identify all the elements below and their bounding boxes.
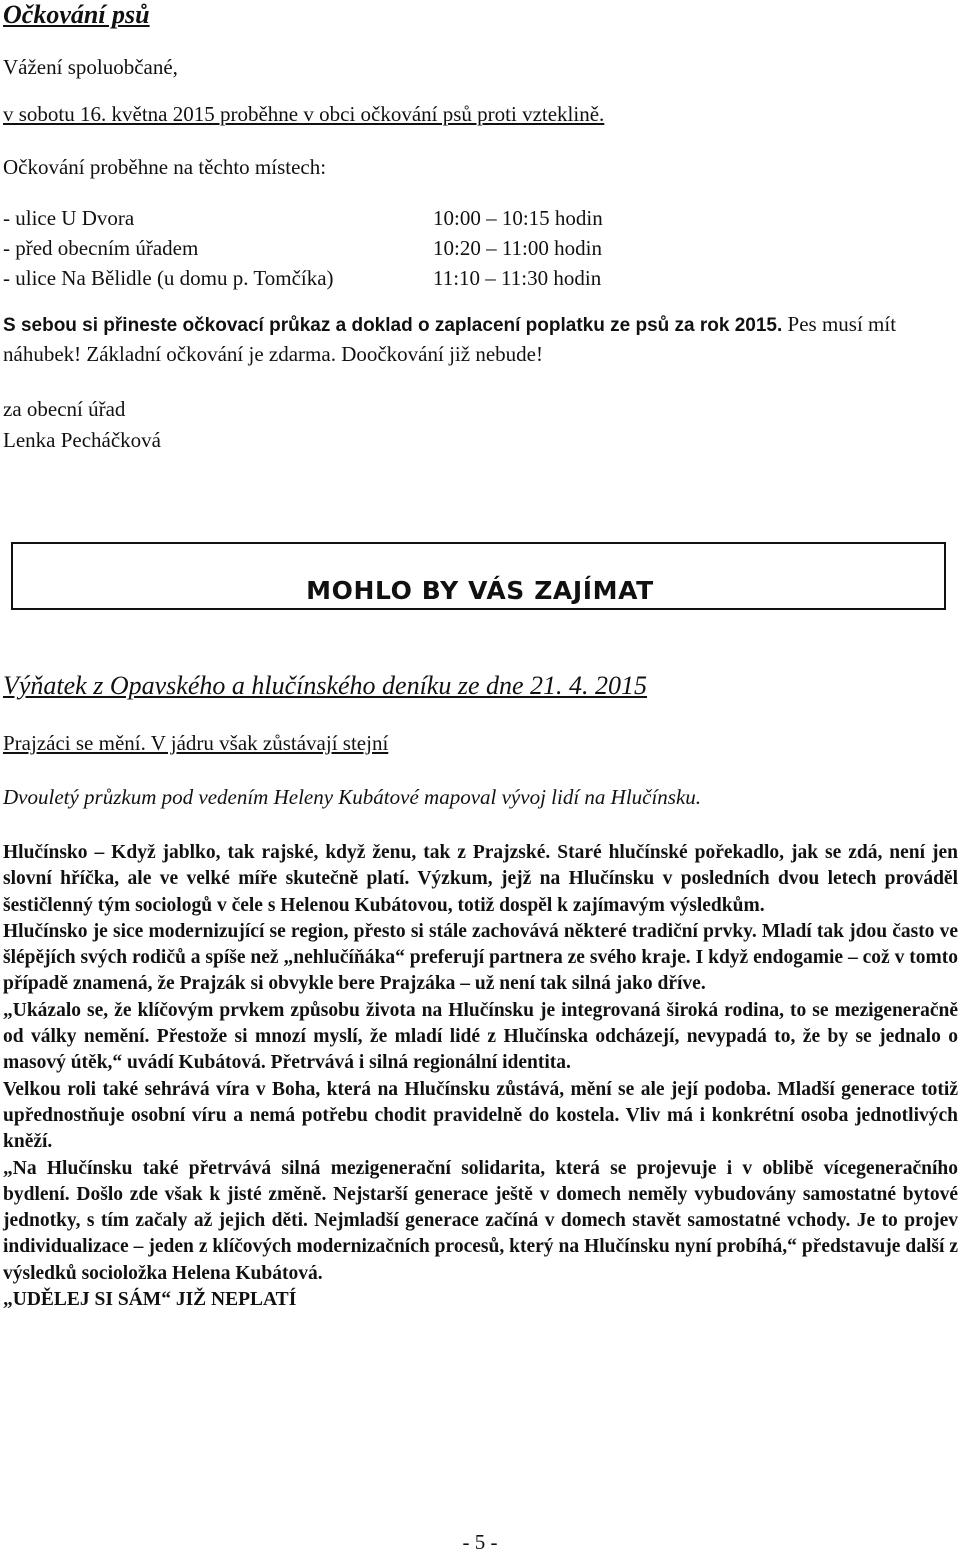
location-time: 10:00 – 10:15 hodin [433,206,603,230]
location-place: - ulice U Dvora [3,206,135,230]
places-label: Očkování proběhne na těchto místech: [3,155,327,179]
article-paragraph: Hlučínsko – Když jablko, tak rajské, když ženu, tak z Prajzské. Staré hlučínské pořekadlo, jak se zdá, není jen slovní hříčka, ale ve velké míře skutečně platí. Výzkum, jejž na Hlučínsku v posledních dvou letech prováděl šestičlenný tým sociologů v čele s Helenou Kubátovou, totiž dospěl k zajímavým výsledkům. [3,842,958,916]
article-body [3,840,958,1313]
greeting: Vážení spoluobčané, [3,55,178,79]
notice-bold-text: S sebou si přineste očkovací průkaz a doklad o zaplacení poplatku ze psů za rok 2015. [3,315,783,336]
article-paragraph: „Ukázalo se, že klíčovým prvkem způsobu života na Hlučínsku je integrovaná široká rodina, to se mezigeneračně od války nemění. Přestože si mnozí myslí, že mladí lidé z Hlučínska odcházejí, nevypadá to, že by se jednalo o masový útěk,“ uvádí Kubátová. Přetrvává i silná regionální identita. [3,999,958,1074]
location-place: - ulice Na Bělidle (u domu p. Tomčíka) [3,266,334,290]
article-paragraph: Hlučínsko je sice modernizující se region, přesto si stále zachovává některé tradiční prvky. Mladí tak jdou často ve šlépějích svých rodičů a spíše než „nehlučíňáka“ preferují partnera ze svého kraje. I když endogamie – což v tomto případě znamená, že Prajzák si obvykle bere Prajzáka – už není tak silná jako dříve. [3,920,958,995]
location-time: 11:10 – 11:30 hodin [433,266,602,290]
notice-paragraph [3,310,958,370]
article-paragraph: Velkou roli také sehrává víra v Boha, která na Hlučínsku zůstává, mění se ale její podoba. Mladší generace totiž upřednostňuje osobní víru a nemá potřebu chodit pravidelně do kostela. Vliv má i konkrétní osoba jednotlivých kněží. [3,1078,958,1153]
section-banner-text: MOHLO BY VÁS ZAJÍMAT [306,576,654,605]
signature-name: Lenka Pecháčková [3,428,162,452]
notice-regular-text: Pes musí mít náhubek! Základní očkování je zdarma. Doočkování již nebude! [3,312,897,366]
article-headline: Prajzáci se mění. V jádru však zůstávají stejní [3,731,389,755]
location-time: 10:20 – 11:00 hodin [433,236,602,260]
excerpt-title: Výňatek z Opavského a hlučínského deníku ze dne 21. 4. 2015 [3,671,648,700]
article-lead: Dvouletý průzkum pod vedením Heleny Kubátové mapoval vývoj lidí na Hlučínsku. [3,785,702,809]
location-place: - před obecním úřadem [3,236,199,260]
article-paragraph: „Na Hlučínsku také přetrvává silná mezigenerační solidarita, která se projevuje i v oblibě vícegeneračního bydlení. Došlo zde však k jisté změně. Nejstarší generace ještě v domech neměly vybudovány samostatné bytové jednotky, s tím začaly až jejich děti. Nejmladší generace začíná v domech stavět samostatné vchody. Je to projev individualizace – jeden z klíčových modernizačních procesů, který na Hlučínsku nyní probíhá,“ představuje další z výsledků socioložka Helena Kubátová. [3,1157,958,1284]
intro-text: v sobotu 16. května 2015 proběhne v obci očkování psů proti vzteklině. [3,102,605,126]
page-title: Očkování psů [3,0,150,29]
article-subheading: „UDĚLEJ SI SÁM“ JIŽ NEPLATÍ [3,1289,297,1311]
page-number: - 5 - [462,1530,498,1554]
signature-office: za obecní úřad [3,397,126,421]
